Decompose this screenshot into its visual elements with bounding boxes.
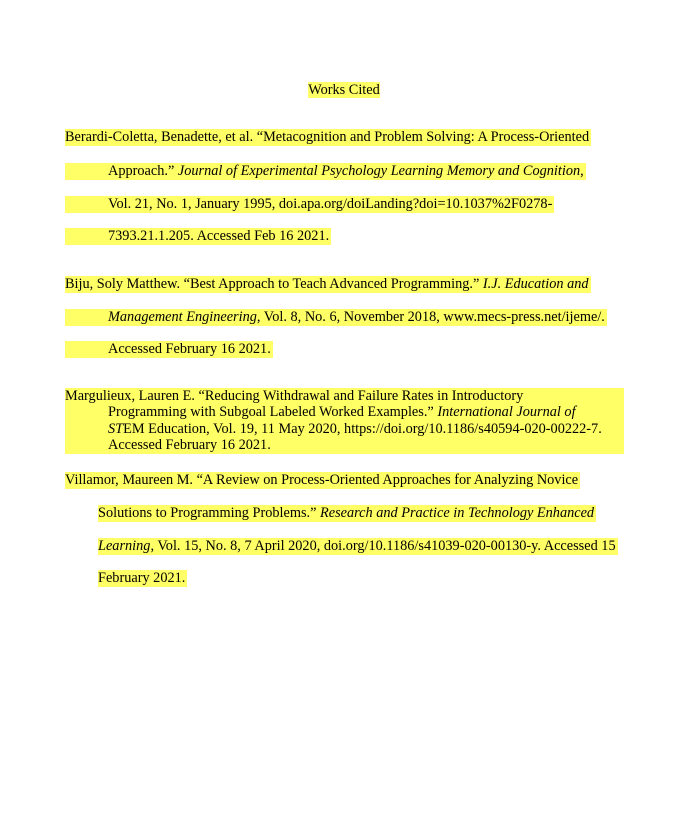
highlight-indent xyxy=(65,341,108,358)
citation-line xyxy=(108,404,576,421)
citation-line xyxy=(108,196,554,213)
citation-line xyxy=(108,228,331,245)
citation-text: Margulieux, Lauren E. “Reducing Withdrawal and Failure Rates in Introductory xyxy=(65,388,524,404)
journal-title: Research and Practice in Technology Enhanced xyxy=(320,505,595,521)
highlight-indent xyxy=(65,163,108,180)
journal-title: Management Engineering xyxy=(108,309,257,325)
citation-text: Biju, Soly Matthew. “Best Approach to Teach Advanced Programming.” xyxy=(65,276,483,292)
works-cited-title xyxy=(0,82,688,99)
journal-title: Learning xyxy=(98,538,151,554)
citation-line xyxy=(98,505,596,522)
citation-line xyxy=(108,163,586,180)
citation-line xyxy=(65,276,591,293)
citation-text: EM Education, Vol. 19, 11 May 2020, https://doi.org/10.1186/s40594-020-00222-7. xyxy=(123,421,602,437)
citation-line xyxy=(65,472,580,489)
citation-line xyxy=(98,538,618,555)
citation-line xyxy=(65,388,523,405)
citation-line xyxy=(65,129,591,146)
citation-text: Vol. 21, No. 1, January 1995, doi.apa.org/doiLanding?doi=10.1037%2F0278- xyxy=(108,196,553,212)
journal-title: ST xyxy=(108,421,124,437)
title-text: Works Cited xyxy=(308,82,380,98)
citation-text: , Vol. 15, No. 8, 7 April 2020, doi.org/10.1186/s41039-020-00130-y. Accessed 15 xyxy=(150,538,616,554)
citation-line xyxy=(108,309,607,326)
citation-line xyxy=(108,421,602,438)
citation-text: Programming with Subgoal Labeled Worked Examples.” xyxy=(108,404,438,420)
journal-title: Journal of Experimental Psychology Learning Memory and Cognition xyxy=(177,163,581,179)
highlight-indent xyxy=(65,228,108,245)
citation-text: , Vol. 8, No. 6, November 2018, www.mecs-press.net/ijeme/. xyxy=(256,309,605,325)
citation-text: , xyxy=(580,163,584,179)
citation-text: Berardi-Coletta, Benadette, et al. “Metacognition and Problem Solving: A Process-Oriented xyxy=(65,129,590,145)
citation-text: Accessed February 16 2021. xyxy=(108,341,271,357)
journal-title: International Journal of xyxy=(437,404,576,420)
highlight-indent xyxy=(65,196,108,213)
citation-text: Villamor, Maureen M. “A Review on Process-Oriented Approaches for Analyzing Novice xyxy=(65,472,579,488)
citation-line xyxy=(108,341,273,358)
highlight-indent xyxy=(65,309,108,326)
citation-line xyxy=(108,437,271,454)
journal-title: I.J. Education and xyxy=(482,276,589,292)
citation-text: February 2021. xyxy=(98,570,186,586)
citation-text: Accessed February 16 2021. xyxy=(108,437,271,453)
citation-text: Approach.” xyxy=(108,163,178,179)
citation-text: 7393.21.1.205. Accessed Feb 16 2021. xyxy=(108,228,330,244)
citation-text: Solutions to Programming Problems.” xyxy=(98,505,320,521)
citation-line xyxy=(98,570,187,587)
